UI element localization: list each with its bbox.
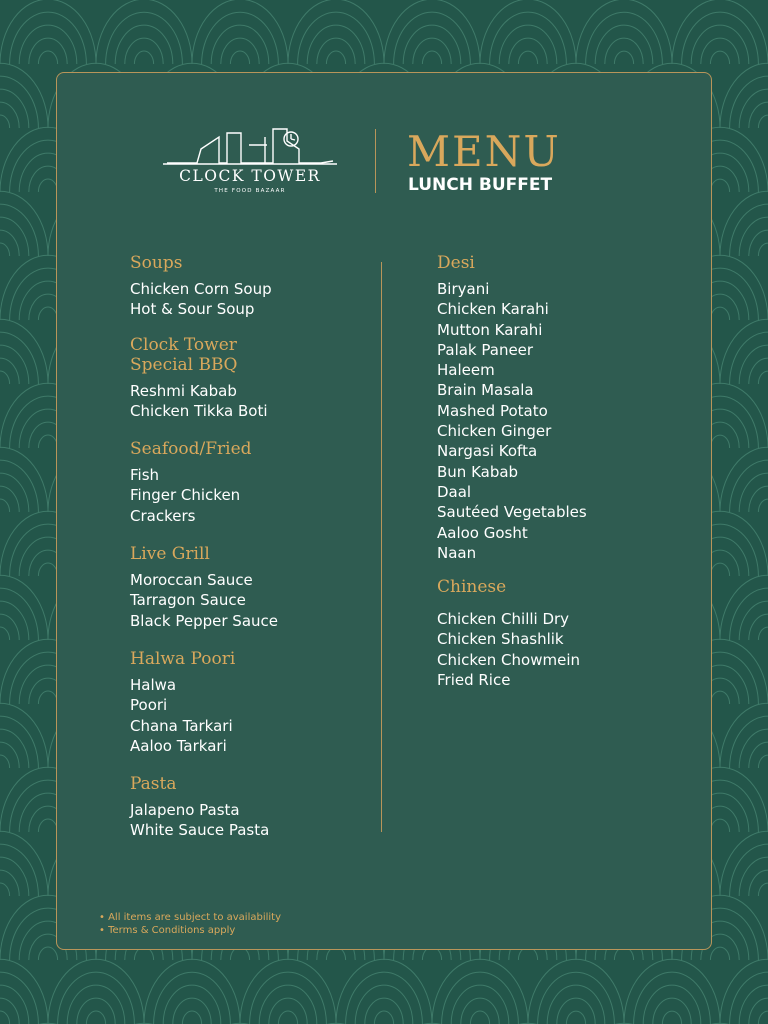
menu-item: Brain Masala: [437, 381, 534, 400]
section-title: Chinese: [437, 577, 507, 598]
background-arc: [0, 575, 48, 640]
background-arc: [182, 1011, 201, 1024]
background-arc: [710, 819, 729, 832]
background-arc: [0, 1011, 10, 1024]
background-arc: [307, 25, 365, 64]
menu-item: Finger Chicken: [130, 486, 241, 505]
menu-item: Crackers: [130, 506, 196, 525]
menu-title: MENU: [407, 127, 561, 176]
background-arc: [758, 243, 768, 256]
background-arc: [710, 307, 729, 320]
background-arc: [720, 831, 768, 896]
background-arc: [0, 217, 29, 256]
section-desi: [437, 253, 692, 563]
background-arc: [192, 0, 288, 64]
background-arc: [730, 76, 768, 128]
background-arc: [758, 115, 768, 128]
background-arc: [0, 883, 10, 896]
menu-item: Biryani: [437, 280, 490, 298]
section-soups: [130, 253, 370, 320]
background-arc: [720, 575, 768, 640]
background-arc: [0, 473, 29, 512]
background-arc: [739, 89, 768, 128]
background-arc: [758, 883, 768, 896]
background-arc: [432, 959, 528, 1024]
background-arc: [566, 1011, 585, 1024]
background-arc: [144, 959, 240, 1024]
background-arc: [38, 307, 57, 320]
section-title: Halwa Poori: [130, 648, 236, 669]
background-arc: [662, 1011, 681, 1024]
background-arc: [730, 716, 768, 768]
background-arc: [0, 191, 48, 256]
menu-item: Chicken Corn Soup: [130, 280, 272, 298]
background-arc: [326, 51, 345, 64]
background-arc: [720, 63, 768, 128]
background-arc: [38, 947, 57, 960]
menu-item: Mashed Potato: [437, 401, 548, 420]
background-arc: [422, 51, 441, 64]
background-arc: [374, 1011, 393, 1024]
background-arc: [758, 627, 768, 640]
background-arc: [739, 729, 768, 768]
background-arc: [38, 51, 57, 64]
background-arc: [576, 0, 672, 64]
brand-name: CLOCK TOWER: [179, 167, 321, 185]
background-arc: [730, 588, 768, 640]
background-arc: [384, 0, 480, 64]
left-column: [130, 253, 370, 841]
section-title: Seafood/Fried: [130, 439, 252, 460]
background-arc: [672, 0, 768, 64]
background-arc: [163, 985, 221, 1024]
background-arc: [0, 63, 48, 128]
clock-tower-skyline-icon: [161, 125, 339, 167]
background-arc: [739, 601, 768, 640]
background-arc: [0, 985, 29, 1024]
background-arc: [0, 460, 38, 512]
menu-item: Daal: [437, 482, 472, 501]
background-arc: [547, 985, 605, 1024]
background-arc: [134, 51, 153, 64]
background-arc: [0, 115, 10, 128]
background-arc: [528, 959, 624, 1024]
background-arc: [0, 703, 48, 768]
background-arc: [710, 947, 729, 960]
background-arc: [0, 371, 10, 384]
menu-item: Fish: [130, 466, 160, 485]
background-arc: [0, 345, 29, 384]
background-arc: [758, 371, 768, 384]
background-arc: [278, 1011, 297, 1024]
menu-item: Poori: [130, 696, 168, 715]
menu-item: Chicken Ginger: [437, 422, 552, 441]
background-arc: [480, 0, 576, 64]
background-arc: [38, 179, 57, 192]
section-pasta: [130, 774, 370, 841]
background-arc: [0, 447, 48, 512]
background-arc: [38, 691, 57, 704]
background-arc: [730, 844, 768, 896]
background-arc: [38, 563, 57, 576]
menu-item: White Sauce Pasta: [130, 821, 270, 840]
background-arc: [0, 89, 29, 128]
background-arc: [67, 985, 125, 1024]
section-title: Pasta: [130, 774, 177, 795]
background-arc: [720, 319, 768, 384]
menu-item: Chicken Chowmein: [437, 650, 580, 669]
menu-item: Mutton Karahi: [437, 320, 543, 339]
background-arc: [0, 0, 96, 64]
menu-item: Naan: [437, 543, 477, 562]
background-arc: [470, 1011, 489, 1024]
background-arc: [730, 332, 768, 384]
background-arc: [595, 25, 653, 64]
menu-item: Reshmi Kabab: [130, 381, 237, 400]
menu-card: [56, 72, 712, 950]
background-arc: [355, 985, 413, 1024]
background-arc: [38, 435, 57, 448]
background-arc: [211, 25, 269, 64]
menu-item: Halwa: [130, 675, 177, 694]
background-arc: [0, 755, 10, 768]
background-arc: [758, 1011, 768, 1024]
background-arc: [240, 959, 336, 1024]
section-title: Soups: [130, 253, 183, 273]
background-arc: [720, 959, 768, 1024]
background-arc: [710, 435, 729, 448]
background-arc: [259, 985, 317, 1024]
menu-item: Chicken Karahi: [437, 300, 549, 319]
menu-item: Hot & Sour Soup: [130, 300, 255, 319]
section-title: Desi: [437, 253, 475, 273]
background-arc: [0, 729, 29, 768]
background-arc: [730, 972, 768, 1024]
background-arc: [710, 179, 729, 192]
menu-item: Jalapeno Pasta: [130, 801, 240, 820]
background-arc: [0, 831, 48, 896]
background-arc: [758, 499, 768, 512]
section-seafood-fried: [130, 439, 370, 526]
footnote-availability: • All items are subject to availability: [99, 912, 282, 923]
background-arc: [96, 0, 192, 64]
background-arc: [0, 588, 38, 640]
background-arc: [614, 51, 633, 64]
menu-item: Chicken Shashlik: [437, 630, 564, 649]
background-arc: [288, 0, 384, 64]
background-arc: [739, 345, 768, 384]
background-arc: [730, 460, 768, 512]
background-arc: [0, 857, 29, 896]
background-arc: [336, 959, 432, 1024]
menu-item: Sautéed Vegetables: [437, 503, 587, 522]
background-arc: [720, 191, 768, 256]
background-arc: [730, 204, 768, 256]
background-arc: [691, 25, 749, 64]
brand-tagline: THE FOOD BAZAAR: [214, 188, 286, 194]
background-arc: [0, 76, 38, 128]
background-arc: [739, 473, 768, 512]
footnote-terms: • Terms & Conditions apply: [99, 925, 236, 936]
menu-item: Nargasi Kofta: [437, 442, 538, 461]
menu-item: Fried Rice: [437, 671, 511, 690]
background-arc: [0, 243, 10, 256]
background-arc: [720, 703, 768, 768]
clock-tower-logo: [161, 125, 339, 215]
menu-item: Moroccan Sauce: [130, 571, 253, 590]
background-arc: [710, 563, 729, 576]
background-arc: [0, 499, 10, 512]
menu-item: Chicken Tikka Boti: [130, 401, 268, 420]
background-arc: [38, 819, 57, 832]
menu-item: Palak Paneer: [437, 340, 534, 359]
background-arc: [0, 601, 29, 640]
section-live-grill: [130, 544, 370, 631]
background-arc: [739, 857, 768, 896]
menu-item: Chicken Chilli Dry: [437, 610, 570, 629]
background-arc: [0, 972, 38, 1024]
background-arc: [86, 1011, 105, 1024]
footnotes: [99, 911, 281, 937]
background-arc: [518, 51, 537, 64]
background-arc: [230, 51, 249, 64]
background-arc: [48, 959, 144, 1024]
section-halwa-poori: [130, 649, 370, 756]
menu-item: Aaloo Gosht: [437, 523, 528, 542]
background-arc: [499, 25, 557, 64]
menu-item: Chana Tarkari: [130, 716, 233, 735]
section-title: Clock Tower Special BBQ: [130, 334, 238, 375]
background-arc: [0, 959, 48, 1024]
background-arc: [0, 716, 38, 768]
menu-item: Aaloo Tarkari: [130, 736, 227, 755]
background-arc: [115, 25, 173, 64]
background-arc: [0, 319, 48, 384]
background-arc: [0, 332, 38, 384]
background-arc: [451, 985, 509, 1024]
menu-item: Black Pepper Sauce: [130, 611, 278, 630]
section-title: Live Grill: [130, 544, 210, 565]
section-chinese: [437, 577, 692, 690]
background-arc: [758, 755, 768, 768]
background-arc: [19, 25, 77, 64]
background-arc: [403, 25, 461, 64]
background-arc: [710, 51, 729, 64]
background-arc: [624, 959, 720, 1024]
background-arc: [0, 204, 38, 256]
background-arc: [710, 691, 729, 704]
background-arc: [720, 447, 768, 512]
menu-item: Bun Kabab: [437, 462, 519, 481]
background-arc: [0, 844, 38, 896]
menu-subtitle: LUNCH BUFFET: [408, 175, 553, 195]
background-arc: [739, 985, 768, 1024]
section-special-bbq: [130, 335, 370, 422]
menu-item: Tarragon Sauce: [130, 591, 246, 610]
header-divider: [375, 129, 376, 193]
background-arc: [643, 985, 701, 1024]
right-column: [437, 253, 692, 690]
column-divider: [381, 262, 382, 832]
background-arc: [739, 217, 768, 256]
menu-item: Haleem: [437, 361, 495, 380]
background-arc: [0, 627, 10, 640]
